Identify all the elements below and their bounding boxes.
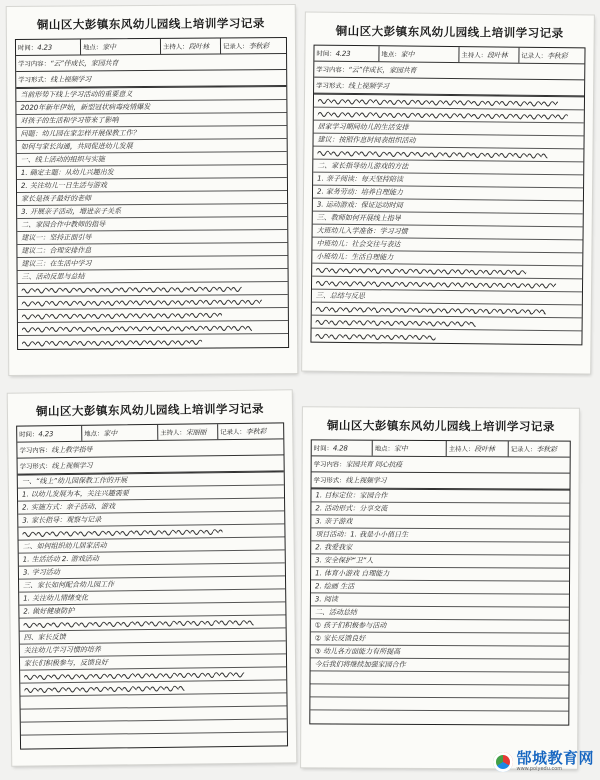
note-line: 3. 运动游戏：保证运动时间	[316, 200, 403, 210]
note-line: 家长们积极参与，反馈良好	[23, 658, 109, 668]
recorder-label: 记录人：	[510, 445, 537, 454]
note-line: 3. 家长指导：观察与记录	[22, 515, 102, 525]
time-label: 时间：	[17, 43, 38, 52]
handwriting-scribble	[317, 150, 547, 159]
handwriting-scribble	[22, 285, 242, 294]
note-line: 三、家长如何配合幼儿园工作	[23, 580, 115, 590]
note-line: 3. 开展亲子活动，增进亲子关系	[21, 207, 122, 216]
watermark-url: www.poiyedu.com	[516, 766, 563, 772]
place-value: 家中	[102, 42, 116, 51]
note-line: 2. 我爱我家	[315, 543, 353, 552]
watermark-name: 郜城教育网	[516, 749, 594, 767]
handwriting-scribble	[316, 280, 556, 290]
form-label: 学习形式：	[313, 476, 346, 485]
time-value: 4.23	[38, 429, 54, 438]
recorder-value: 李秋彩	[248, 41, 269, 50]
note-line: 二、家长指导幼儿游戏的方法	[317, 161, 409, 171]
site-watermark	[493, 751, 594, 772]
time-label: 时间：	[313, 444, 333, 453]
note-line: 家长是孩子最好的老师	[21, 194, 92, 203]
note-line: 二、家园合作中教师的指导	[21, 220, 106, 229]
time-value: 4.23	[37, 43, 52, 52]
note-line: 中班幼儿：社会交往与表达	[316, 239, 401, 249]
note-line: 建议：按照作息时间表组织活动	[317, 135, 416, 145]
note-line: 二、如何组织幼儿居家活动	[22, 541, 107, 551]
record-sheet-3	[8, 390, 297, 765]
note-line: 建议一：坚持正面引导	[21, 233, 92, 242]
note-line: 3. 安全保护“卫”人	[315, 556, 374, 565]
note-line: 大班幼儿入学准备：学习习惯	[316, 226, 408, 236]
content-value: 家园共育 同心抗疫	[345, 460, 403, 469]
sheet-title: 铜山区大彭镇东风幼儿园线上培训学习记录	[326, 418, 555, 434]
note-line: 项目活动：1. 我是小小值日生	[315, 530, 409, 539]
note-line: 1. 目标定位：家园合作	[315, 491, 388, 500]
note-line: 2. 做好健康防护	[23, 606, 75, 616]
record-table	[16, 422, 288, 749]
note-line: 一、“线上”幼儿园保教工作的开展	[21, 476, 128, 486]
note-line: 3. 学习活动	[22, 568, 60, 577]
note-line: 关注幼儿学习习惯的培养	[23, 645, 101, 655]
note-line: ③ 幼儿各方面能力有所提高	[314, 647, 401, 656]
recorder-label: 记录人：	[521, 51, 548, 61]
site-logo-icon	[493, 752, 513, 772]
note-line: 1. 体育小游戏 自理能力	[315, 569, 390, 578]
note-line: 今后我们将继续加强家园合作	[314, 660, 406, 669]
handwriting-scribble	[22, 528, 222, 537]
handwriting-scribble	[315, 333, 435, 341]
content-value: 线上教学指导	[51, 445, 93, 454]
host-value: 宋丽丽	[185, 427, 207, 437]
note-line: 如何与家长沟通，共同促进幼儿发展	[20, 142, 133, 151]
place-label: 地点：	[82, 43, 103, 52]
note-line: 建议二：合理安排作息	[21, 246, 92, 255]
content-label: 学习内容：	[18, 59, 51, 68]
record-sheet-4	[301, 407, 579, 768]
notes-area	[16, 86, 288, 349]
note-line: 3. 亲子游戏	[315, 517, 353, 526]
handwriting-scribble	[318, 111, 568, 121]
recorder-label: 记录人：	[222, 42, 249, 51]
note-line: 1. 亲子阅读：每天坚持陪读	[317, 174, 404, 184]
content-value: “云”伴成长，家园共育	[50, 58, 119, 68]
note-line: 对孩子的生活和学习带来了影响	[20, 116, 119, 125]
note-line: 3. 阅读	[314, 595, 338, 604]
handwriting-scribble	[316, 267, 526, 276]
note-line: 一、线上活动的组织与实施	[20, 155, 105, 164]
place-label: 地点：	[381, 50, 401, 59]
content-label: 学习内容：	[313, 460, 346, 469]
place-value: 家中	[400, 49, 415, 59]
note-line: 2. 关注幼儿一日生活与游戏	[20, 181, 107, 190]
sheet-title: 铜山区大彭镇东风幼儿园线上培训学习记录	[36, 16, 265, 32]
recorder-value: 李秋彩	[536, 445, 557, 454]
note-line: 2. 家务劳动：培养自理能力	[316, 187, 403, 197]
form-value: 线上视频学习	[345, 476, 387, 485]
note-line: 居家学习期间幼儿的生活安排	[317, 122, 409, 132]
record-table	[15, 37, 289, 350]
note-line: 二、活动总结	[314, 608, 357, 617]
handwriting-scribble	[22, 312, 222, 320]
form-value: 线上视频学习	[348, 81, 389, 90]
note-line: 建议三：在生活中学习	[21, 259, 92, 268]
note-line: 2. 绘画 生活	[314, 582, 355, 591]
form-label: 学习形式：	[19, 462, 52, 471]
note-line: 三、总结与反思	[315, 291, 365, 301]
handwriting-scribble	[316, 306, 546, 315]
host-label: 主持人：	[448, 445, 475, 454]
note-line: 小班幼儿：生活自理能力	[316, 252, 394, 262]
note-line: 四、家长反馈	[23, 633, 66, 642]
record-sheet-1	[7, 5, 298, 375]
note-line: 2. 活动形式：分享交流	[315, 504, 388, 513]
content-label: 学习内容：	[19, 446, 52, 455]
sheet-title: 铜山区大彭镇东风幼儿园线上培训学习记录	[35, 401, 265, 419]
handwriting-scribble	[22, 324, 252, 333]
form-label: 学习形式：	[316, 81, 349, 90]
note-line: 三、教师如何开展线上指导	[316, 213, 401, 223]
host-label: 主持人：	[461, 51, 488, 60]
form-value: 线上视频学习	[50, 74, 92, 84]
handwriting-scribble	[24, 671, 244, 681]
place-value: 家中	[393, 444, 408, 453]
host-label: 主持人：	[162, 42, 189, 51]
time-label: 时间：	[316, 49, 336, 58]
notes-area	[310, 488, 569, 724]
place-label: 地点：	[374, 444, 394, 453]
note-line: 问题：幼儿园在家怎样开展保教工作？	[20, 129, 140, 138]
record-table	[309, 439, 570, 725]
handwriting-scribble	[22, 339, 202, 347]
note-line: 1. 以幼儿发展为本，关注兴趣需要	[21, 489, 129, 499]
record-table	[310, 45, 585, 346]
note-line: 三、活动反思与总结	[21, 272, 85, 281]
recorder-value: 李秋彩	[546, 51, 568, 60]
time-label: 时间：	[19, 430, 39, 439]
record-sheet-2	[302, 13, 594, 374]
note-line: 1. 确定主题：从幼儿兴趣出发	[20, 168, 114, 177]
content-label: 学习内容：	[316, 65, 349, 74]
time-value: 4.23	[335, 49, 351, 58]
note-line: ① 孩子们积极参与活动	[314, 621, 387, 630]
note-line: 1. 生活活动 2. 游戏活动	[22, 554, 99, 564]
host-value: 段叶林	[188, 42, 209, 51]
recorder-label: 记录人：	[220, 427, 246, 437]
place-value: 家中	[103, 428, 118, 438]
handwriting-scribble	[24, 685, 184, 694]
notes-area	[311, 94, 584, 345]
recorder-value: 李秋彩	[245, 427, 267, 436]
host-label: 主持人：	[160, 428, 186, 437]
sheet-title: 铜山区大彭镇东风幼儿园线上培训学习记录	[335, 23, 564, 41]
host-value: 段叶林	[486, 50, 508, 60]
handwriting-scribble	[316, 319, 476, 328]
host-value: 段叶林	[474, 444, 495, 453]
handwriting-scribble	[318, 98, 558, 108]
time-value: 4.28	[332, 443, 348, 453]
note-line: 1. 关注幼儿情绪变化	[23, 593, 89, 603]
note-line: ② 家长反馈良好	[314, 634, 366, 643]
form-value: 线上视频学习	[51, 461, 93, 470]
content-value: “云”伴成长，家园共育	[348, 65, 417, 75]
handwriting-scribble	[24, 619, 254, 629]
note-line: 2020年新年伊始，新型冠状病毒疫情爆发	[20, 103, 151, 112]
handwriting-scribble	[22, 298, 262, 307]
note-line: 当前形势下线上学习活动的重要意义	[20, 90, 133, 99]
notes-area	[18, 471, 287, 748]
note-line: 2. 实施方式：亲子活动、游戏	[22, 502, 116, 512]
place-label: 地点：	[84, 429, 104, 438]
form-label: 学习形式：	[18, 75, 51, 84]
